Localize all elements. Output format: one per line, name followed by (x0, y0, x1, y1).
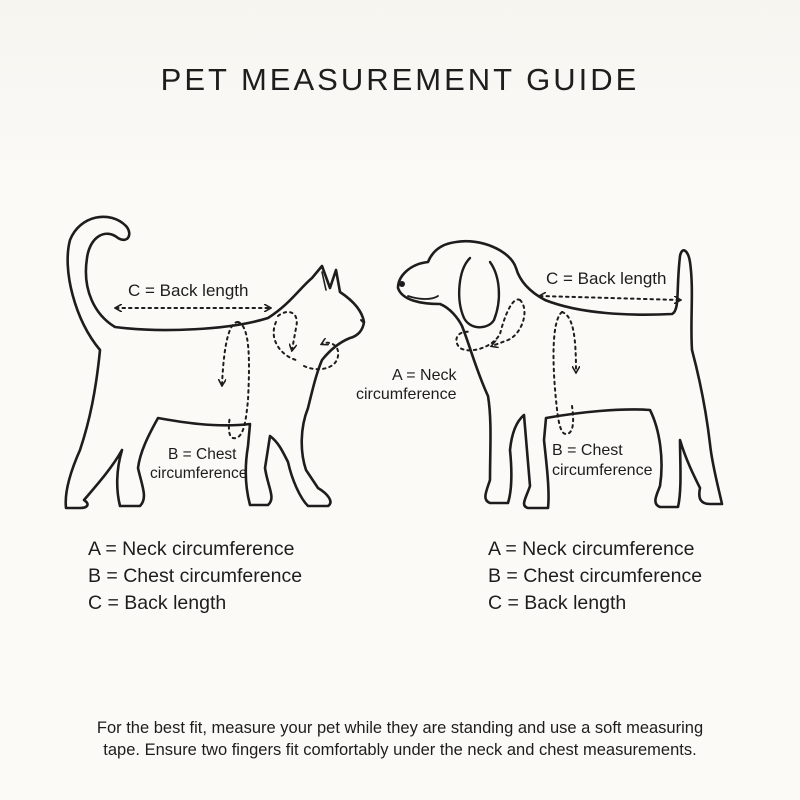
dog-label-chest-1: B = Chest (552, 442, 623, 459)
dog-mouth (408, 296, 438, 299)
footer-note (40, 717, 760, 761)
dog-label-chest-2: circumference (552, 462, 653, 479)
cat-neck-loop-top (278, 312, 297, 350)
cat-neck-loop (274, 322, 339, 369)
dog-legend-neck: A = Neck circumference (488, 538, 695, 560)
page-title: PET MEASUREMENT GUIDE (160, 62, 640, 97)
dog-nose (399, 281, 405, 287)
cat-labels (128, 281, 249, 482)
cat-legend (88, 536, 302, 617)
cat-legend-chest: B = Chest circumference (88, 565, 303, 587)
cat-legend-back: C = Back length (88, 592, 227, 614)
dog-legend (488, 536, 702, 617)
dog-back-arrow (540, 296, 680, 300)
dog-label-neck-2: circumference (356, 386, 457, 403)
cat-legend-neck: A = Neck circumference (88, 538, 295, 560)
dog-label-neck-1: A = Neck (392, 367, 457, 384)
dog-legend-back: C = Back length (488, 592, 627, 614)
cat-label-chest-1: B = Chest (168, 446, 237, 463)
cat-chest-loop-b (229, 322, 249, 438)
dog-ear (459, 258, 499, 327)
cat-label-back: C = Back length (128, 281, 249, 300)
cat-chest-loop (222, 322, 238, 385)
footer-line-1: For the best fit, measure your pet while they are standing and use a soft measuring (96, 719, 704, 737)
cat-label-chest-2: circumference (150, 465, 248, 482)
dog-chest-loop (562, 312, 576, 372)
footer-line-2: tape. Ensure two fingers fit comfortably under the neck and chest measurements. (103, 741, 697, 759)
dog-label-back: C = Back length (546, 269, 667, 288)
dog-legend-chest: B = Chest circumference (488, 565, 703, 587)
